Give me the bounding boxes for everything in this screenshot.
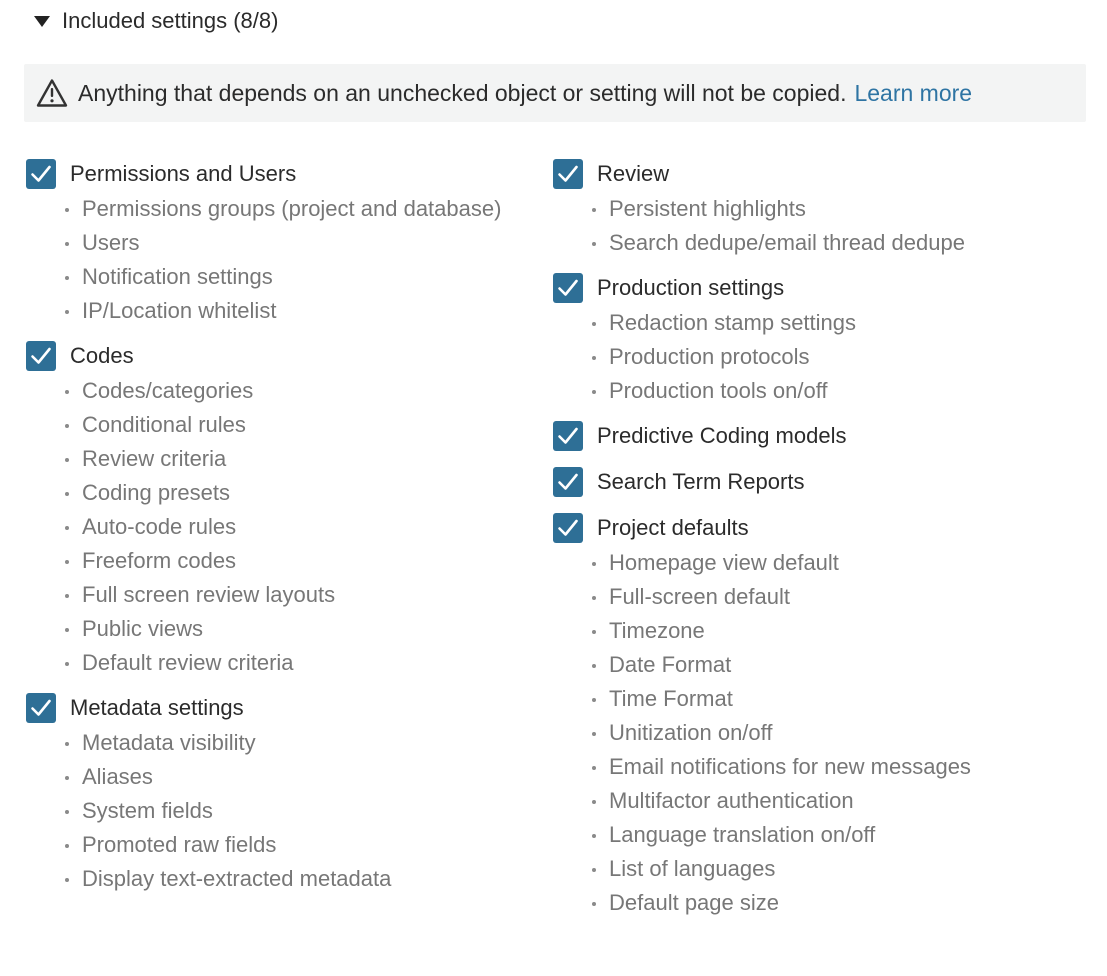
list-item: Full-screen default	[589, 580, 971, 614]
list-item: IP/Location whitelist	[62, 294, 501, 328]
warning-icon	[36, 78, 68, 108]
settings-sub-list	[26, 726, 501, 896]
settings-group-label: Project defaults	[597, 515, 749, 540]
settings-sub-list	[26, 192, 501, 328]
settings-group-label: Search Term Reports	[597, 469, 805, 494]
settings-group-metadata-settings	[26, 690, 501, 896]
section-title: Included settings (8/8)	[62, 8, 279, 33]
settings-sub-list	[553, 192, 971, 260]
settings-group-header	[553, 418, 971, 454]
checkbox-review[interactable]	[553, 159, 583, 189]
settings-group-project-defaults	[553, 510, 971, 920]
list-item: Time Format	[589, 682, 971, 716]
list-item: Conditional rules	[62, 408, 501, 442]
list-item: Aliases	[62, 760, 501, 794]
checkbox-production-settings[interactable]	[553, 273, 583, 303]
list-item: Display text-extracted metadata	[62, 862, 501, 896]
list-item: Search dedupe/email thread dedupe	[589, 226, 971, 260]
settings-group-search-term-reports	[553, 464, 971, 500]
list-item: Homepage view default	[589, 546, 971, 580]
settings-group-codes	[26, 338, 501, 680]
checkmark-icon	[30, 346, 52, 366]
settings-group-predictive-coding-models	[553, 418, 971, 454]
list-item: Email notifications for new messages	[589, 750, 971, 784]
checkbox-permissions-and-users[interactable]	[26, 159, 56, 189]
checkmark-icon	[557, 518, 579, 538]
settings-group-header	[26, 338, 501, 374]
right-settings-column	[553, 156, 971, 930]
settings-group-label: Production settings	[597, 275, 785, 300]
list-item: Full screen review layouts	[62, 578, 501, 612]
list-item: Timezone	[589, 614, 971, 648]
list-item: Metadata visibility	[62, 726, 501, 760]
learn-more-link[interactable]: Learn more	[854, 79, 973, 106]
list-item: Unitization on/off	[589, 716, 971, 750]
checkmark-icon	[30, 698, 52, 718]
settings-group-header	[26, 690, 501, 726]
settings-group-label: Permissions and Users	[70, 161, 297, 186]
settings-sub-list	[553, 546, 971, 920]
list-item: System fields	[62, 794, 501, 828]
list-item: Public views	[62, 612, 501, 646]
list-item: Production protocols	[589, 340, 971, 374]
list-item: Date Format	[589, 648, 971, 682]
checkbox-codes[interactable]	[26, 341, 56, 371]
settings-group-label: Codes	[70, 343, 134, 368]
checkmark-icon	[557, 278, 579, 298]
settings-group-header	[553, 156, 971, 192]
list-item: Notification settings	[62, 260, 501, 294]
checkmark-icon	[557, 426, 579, 446]
list-item: Promoted raw fields	[62, 828, 501, 862]
checkbox-metadata-settings[interactable]	[26, 693, 56, 723]
dependency-notice	[24, 64, 1086, 122]
list-item: Freeform codes	[62, 544, 501, 578]
notice-text: Anything that depends on an unchecked object or setting will not be copied.	[78, 79, 847, 106]
list-item: Users	[62, 226, 501, 260]
list-item: Auto-code rules	[62, 510, 501, 544]
settings-group-header	[553, 464, 971, 500]
list-item: Default review criteria	[62, 646, 501, 680]
list-item: Language translation on/off	[589, 818, 971, 852]
checkmark-icon	[30, 164, 52, 184]
list-item: Redaction stamp settings	[589, 306, 971, 340]
list-item: Permissions groups (project and database)	[62, 192, 501, 226]
settings-group-permissions-and-users	[26, 156, 501, 328]
list-item: List of languages	[589, 852, 971, 886]
list-item: Production tools on/off	[589, 374, 971, 408]
settings-group-label: Review	[597, 161, 670, 186]
list-item: Multifactor authentication	[589, 784, 971, 818]
list-item: Review criteria	[62, 442, 501, 476]
list-item: Persistent highlights	[589, 192, 971, 226]
settings-group-header	[553, 510, 971, 546]
checkmark-icon	[557, 164, 579, 184]
settings-sub-list	[553, 306, 971, 408]
checkbox-predictive-coding-models[interactable]	[553, 421, 583, 451]
settings-group-production-settings	[553, 270, 971, 408]
list-item: Coding presets	[62, 476, 501, 510]
included-settings-toggle[interactable]	[34, 6, 278, 36]
list-item: Default page size	[589, 886, 971, 920]
checkbox-project-defaults[interactable]	[553, 513, 583, 543]
settings-group-label: Predictive Coding models	[597, 423, 847, 448]
list-item: Codes/categories	[62, 374, 501, 408]
caret-down-icon	[34, 16, 50, 27]
settings-sub-list	[26, 374, 501, 680]
settings-group-header	[26, 156, 501, 192]
left-settings-column	[26, 156, 501, 906]
checkmark-icon	[557, 472, 579, 492]
settings-group-label: Metadata settings	[70, 695, 244, 720]
checkbox-search-term-reports[interactable]	[553, 467, 583, 497]
settings-group-review	[553, 156, 971, 260]
settings-group-header	[553, 270, 971, 306]
